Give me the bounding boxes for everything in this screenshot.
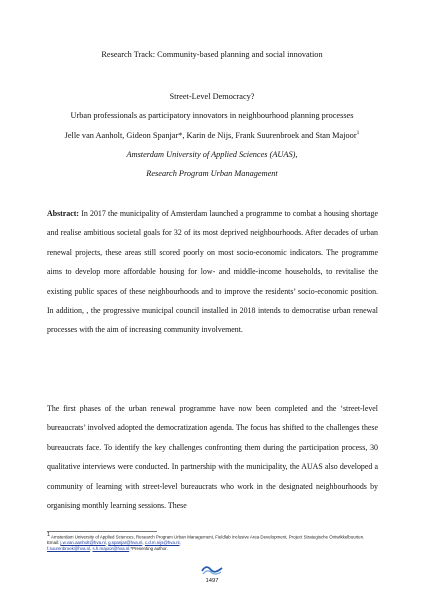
abstract-paragraph xyxy=(47,204,378,340)
author-names: Jelle van Aanholt, Gideon Spanjar*, Karin de Nijs, Frank Suurenbroek and Stan Majoor xyxy=(64,130,357,140)
footnote-marker: 1 xyxy=(47,532,51,538)
author-footnote-marker: 1 xyxy=(356,130,360,136)
abstract-label: Abstract: xyxy=(47,209,79,218)
footnote-separator: , xyxy=(179,540,181,546)
footnote-separator: , xyxy=(142,540,145,546)
footnote-text-1: Amsterdam University of Applied Sciences, Research Program Urban Management, Fieldlab Inclusive Area Development, Project Strategische Ontwikkelbuurten. Email: xyxy=(47,534,365,546)
footnote xyxy=(47,533,377,552)
wave-logo-icon xyxy=(200,564,224,576)
footnote-separator: , xyxy=(105,540,109,546)
paper-subtitle: Urban professionals as participatory innovators in neighbourhood planning processes xyxy=(70,111,354,120)
author-list xyxy=(0,130,424,140)
email-link-4[interactable]: f.suurenbroek@hva.nl xyxy=(47,546,91,552)
abstract-text: In 2017 the municipality of Amsterdam launched a programme to combat a housing shortage and realise ambitious societal goals for 32 of its most deprived neighbourhoods. After decades of urban renewal projects, these areas still scored poorly on most socio-economic indicators. The programme aims to develop more affordable housing for low- and middle-income households, to revitalise the existing public spaces of these neighbourhoods and to improve the residents’ socio-economic position. In addition, , the progressive municipal council installed in 2018 intends to democratise urban renewal processes with the aim of increasing community involvement. xyxy=(47,209,378,335)
footnote-text-2: .*Presenting author. xyxy=(129,546,168,552)
footnote-divider xyxy=(47,531,157,532)
footnote-separator: , xyxy=(90,546,93,552)
email-link-3[interactable]: c.d.m.nijs@hva.nl xyxy=(144,540,180,546)
email-link-5[interactable]: s.h.majoor@hva.nl xyxy=(92,546,130,552)
page-number: 1497 xyxy=(205,578,219,584)
body-paragraph: The first phases of the urban renewal programme have now been completed and the ‘street-level bureaucrats’ involved adopted the democratization agenda. The focus has shifted to the challenges these bureaucrats face. To identify the key challenges confronting them during the participation process, 30 qualitative interviews were conducted. In partnership with the municipality, the AUAS also developed a community of learning with street-level bureaucrats who work in the designated neighbourhoods by organising monthly learning sessions. These xyxy=(47,404,378,511)
research-track-heading: Research Track: Community-based planning and social innovation xyxy=(101,50,323,59)
email-link-1[interactable]: j.w.van.aanholt@hva.nl xyxy=(60,540,106,546)
research-program: Research Program Urban Management xyxy=(146,169,278,178)
affiliation: Amsterdam University of Applied Sciences (AUAS), xyxy=(126,150,298,159)
paper-title: Street-Level Democracy? xyxy=(169,92,255,101)
email-link-2[interactable]: g.spanjar@hva.nl xyxy=(108,540,143,546)
